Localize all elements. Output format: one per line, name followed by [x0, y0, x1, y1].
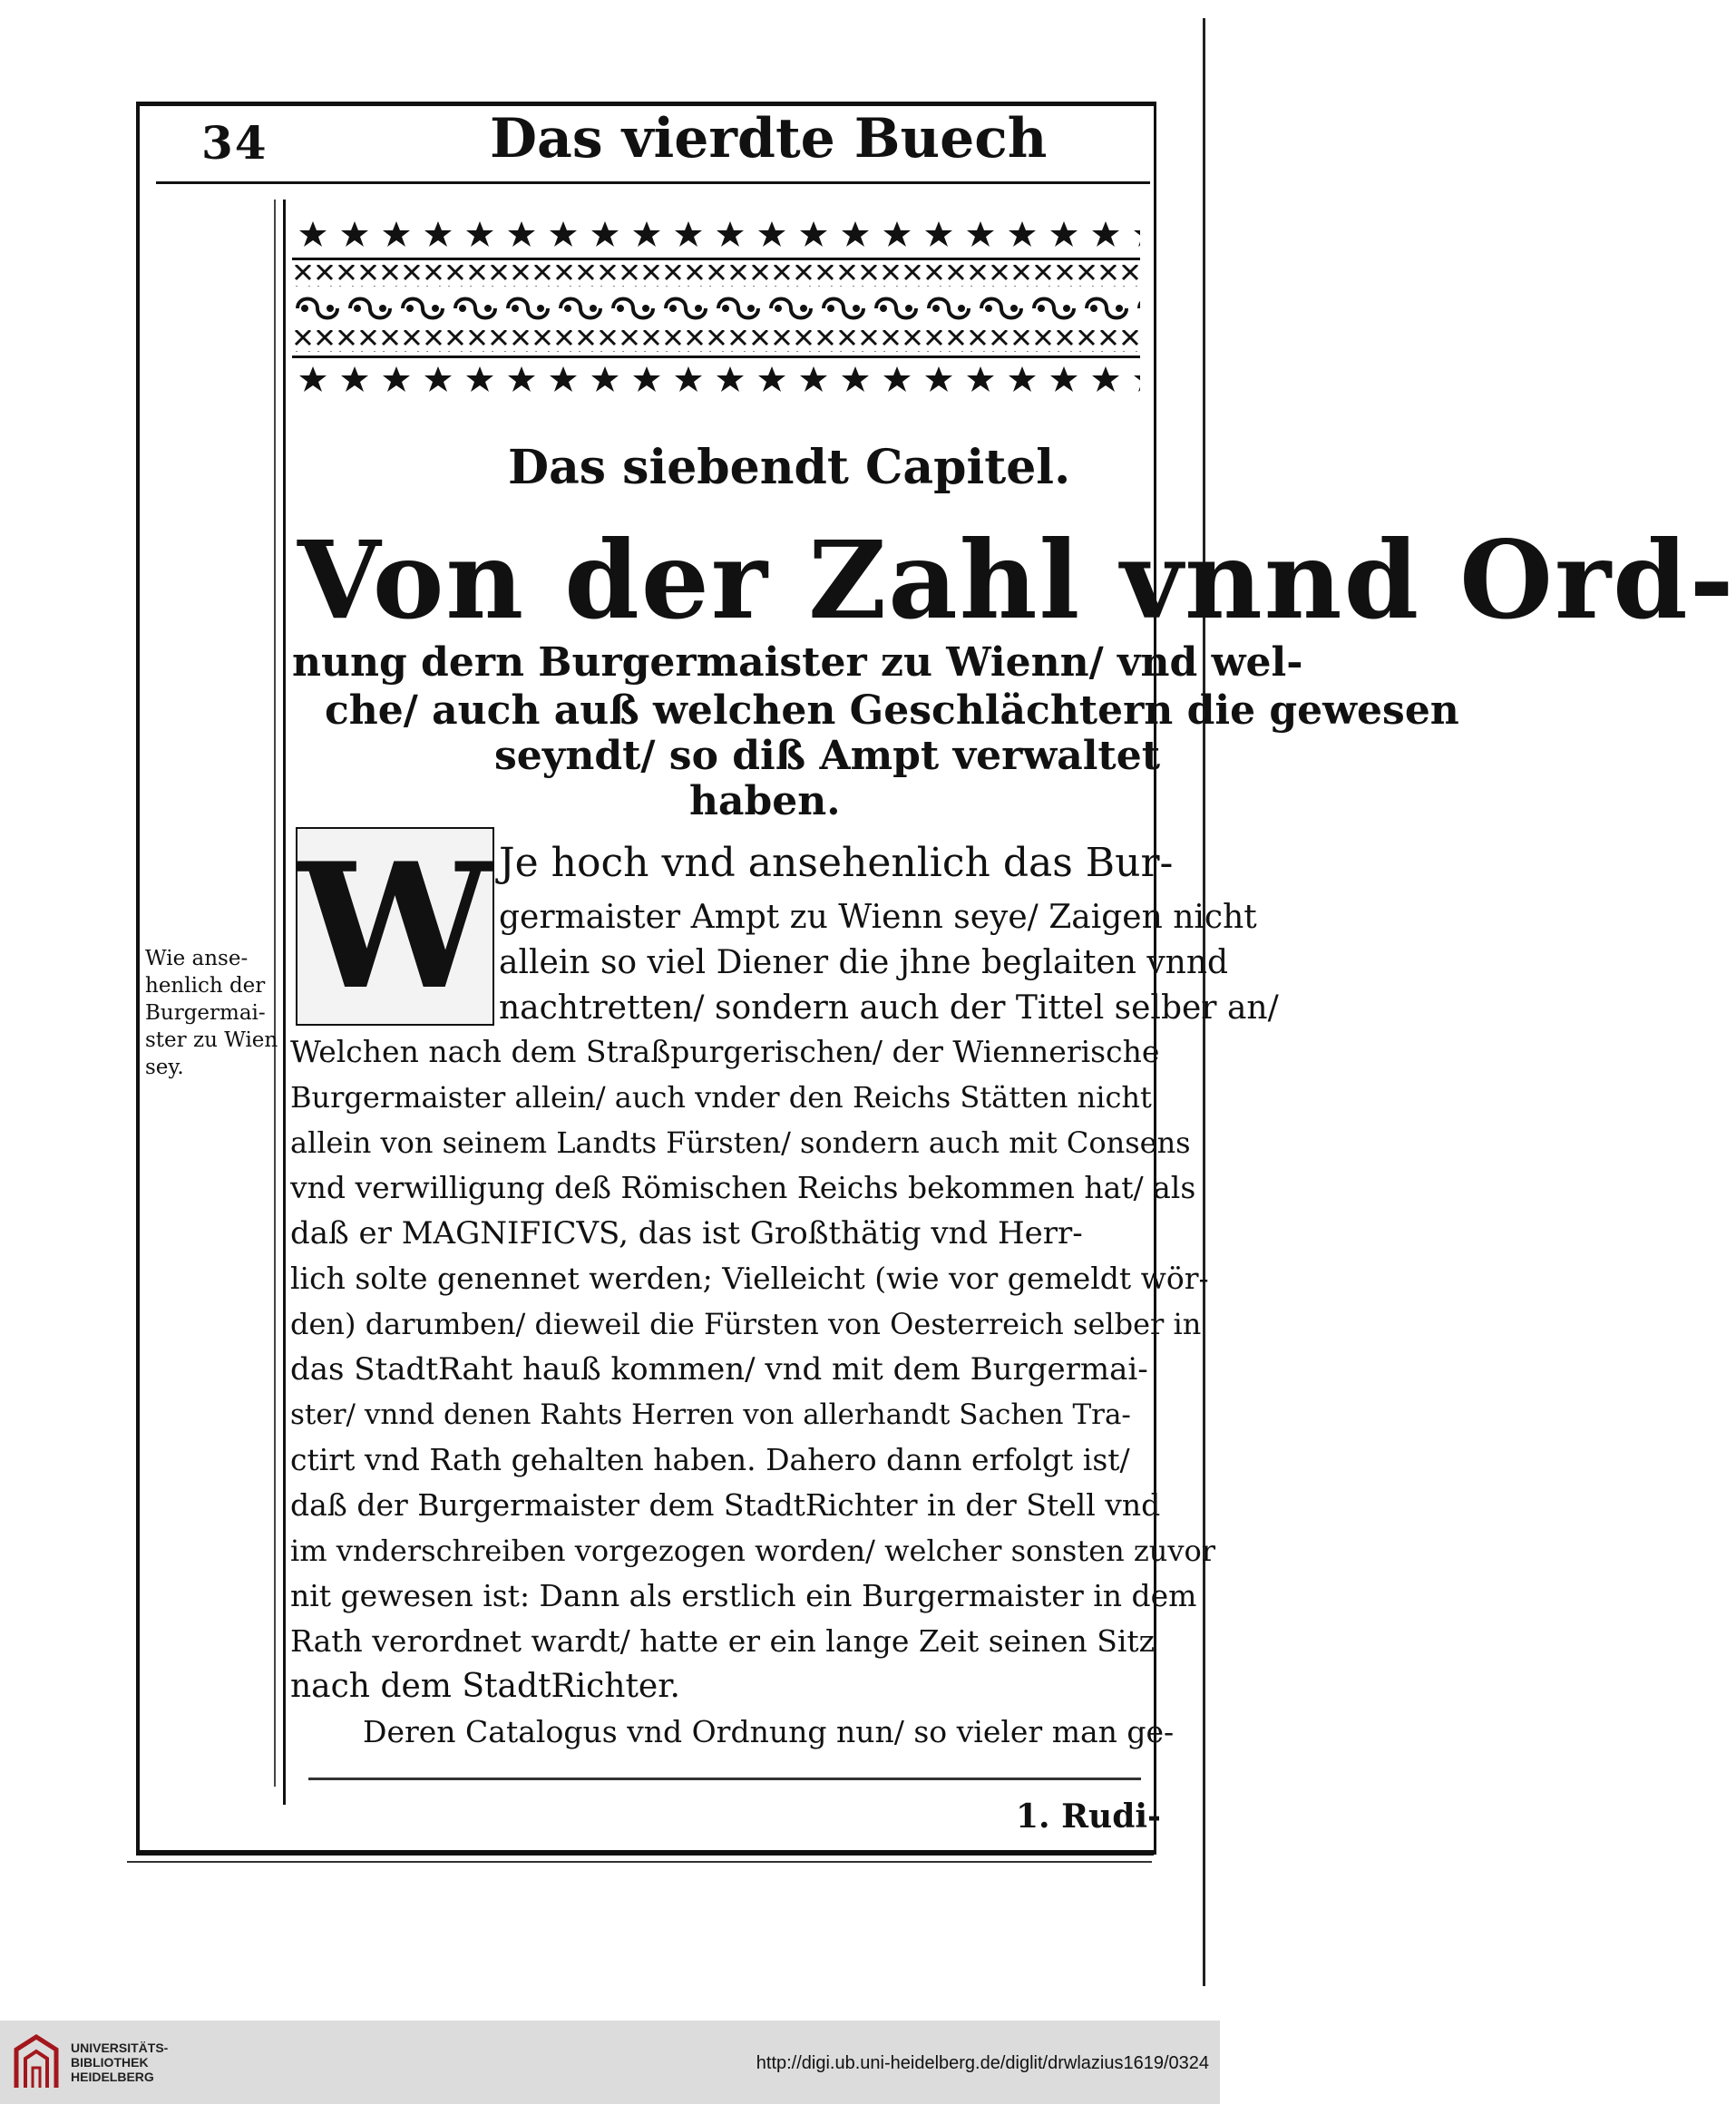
- chapter-title: Von der Zahl vnnd Ord-: [297, 517, 1736, 643]
- body-line: das StadtRaht hauß kommen/ vnd mit dem Burgermai-: [290, 1351, 1148, 1388]
- body-line: germaister Ampt zu Wienn seye/ Zaigen nicht: [499, 899, 1257, 936]
- source-url-link[interactable]: http://digi.ub.uni-heidelberg.de/diglit/drwlazius1619/0324: [756, 2053, 1209, 2073]
- marginal-note-line: henlich der: [145, 974, 266, 998]
- body-line: daß der Burgermaister dem StadtRichter in der Stell vnd: [290, 1487, 1161, 1523]
- body-line: Rath verordnet wardt/ hatte er ein lange Zeit seinen Sitz: [290, 1623, 1156, 1659]
- body-line: Welchen nach dem Straßpurgerischen/ der Wiennerische: [290, 1034, 1160, 1069]
- body-line: Burgermaister allein/ auch vnder den Reichs Stätten nicht: [290, 1080, 1152, 1115]
- body-line: ster/ vnnd denen Rahts Herren von allerhandt Sachen Tra-: [290, 1398, 1131, 1431]
- marginal-note-line: sey.: [145, 1056, 184, 1079]
- catchword: 1. Rudi-: [1016, 1797, 1161, 1836]
- bottom-border-rule-thin: [127, 1861, 1152, 1863]
- body-line: nachtretten/ sondern auch der Tittel selber an/: [499, 989, 1279, 1027]
- chapter-title-line: nung dern Burgermaister zu Wienn/ vnd wel-: [292, 639, 1303, 686]
- body-line: nach dem StadtRichter.: [290, 1668, 680, 1705]
- body-line: vnd verwilligung deß Römischen Reichs bekommen hat/ als: [290, 1170, 1196, 1205]
- chapter-title-line: che/ auch auß welchen Geschlächtern die gewesen: [325, 687, 1459, 734]
- body-line: nit gewesen ist: Dann als erstlich ein Burgermaister in dem: [290, 1578, 1197, 1613]
- chapter-heading: Das siebendt Capitel.: [508, 440, 1071, 495]
- marginal-note: [145, 945, 281, 1081]
- ornament-pattern: [292, 218, 1140, 404]
- university-library-logo-icon: [9, 2031, 63, 2095]
- chapter-title-line: haben.: [689, 778, 841, 824]
- running-head: Das vierdte Buech: [490, 107, 1048, 170]
- library-name: [71, 2041, 168, 2084]
- body-line: allein von seinem Landts Fürsten/ sondern auch mit Consens: [290, 1125, 1191, 1160]
- margin-rule: [283, 200, 286, 1805]
- library-name-line: UNIVERSITÄTS-: [71, 2041, 169, 2055]
- body-line: Je hoch vnd ansehenlich das Bur-: [499, 840, 1174, 886]
- header-underline-rule: [156, 181, 1150, 184]
- marginal-note-line: ster zu Wien: [145, 1028, 278, 1052]
- ornament-band: [292, 218, 1140, 404]
- drop-cap-initial: W: [296, 827, 494, 1026]
- body-line: den) darumben/ dieweil die Fürsten von Oesterreich selber in: [290, 1307, 1202, 1341]
- body-line: Deren Catalogus vnd Ordnung nun/ so vieler man ge-: [363, 1714, 1175, 1749]
- body-line: ctirt vnd Rath gehalten haben. Dahero dann erfolgt ist/: [290, 1442, 1130, 1477]
- footnote-rule: [308, 1778, 1141, 1780]
- chapter-title-line: seyndt/ so diß Ampt verwaltet: [494, 733, 1161, 779]
- marginal-note-line: Wie anse-: [145, 947, 249, 970]
- body-line: im vnderschreiben vorgezogen worden/ welcher sonsten zuvor: [290, 1534, 1216, 1568]
- marginal-note-line: Burgermai-: [145, 1001, 266, 1025]
- library-name-line: BIBLIOTHEK: [71, 2055, 149, 2070]
- page-number: 34: [201, 116, 268, 170]
- library-name-line: HEIDELBERG: [71, 2070, 154, 2084]
- body-line: lich solte genennet werden; Vielleicht (wie vor gemeldt wör-: [290, 1261, 1209, 1296]
- bottom-border-rule: [136, 1850, 1154, 1856]
- body-line: daß er MAGNIFICVS, das ist Großthätig vnd Herr-: [290, 1215, 1083, 1252]
- top-border-rule: [136, 102, 1154, 106]
- body-line: allein so viel Diener die jhne beglaiten vnnd: [499, 944, 1229, 981]
